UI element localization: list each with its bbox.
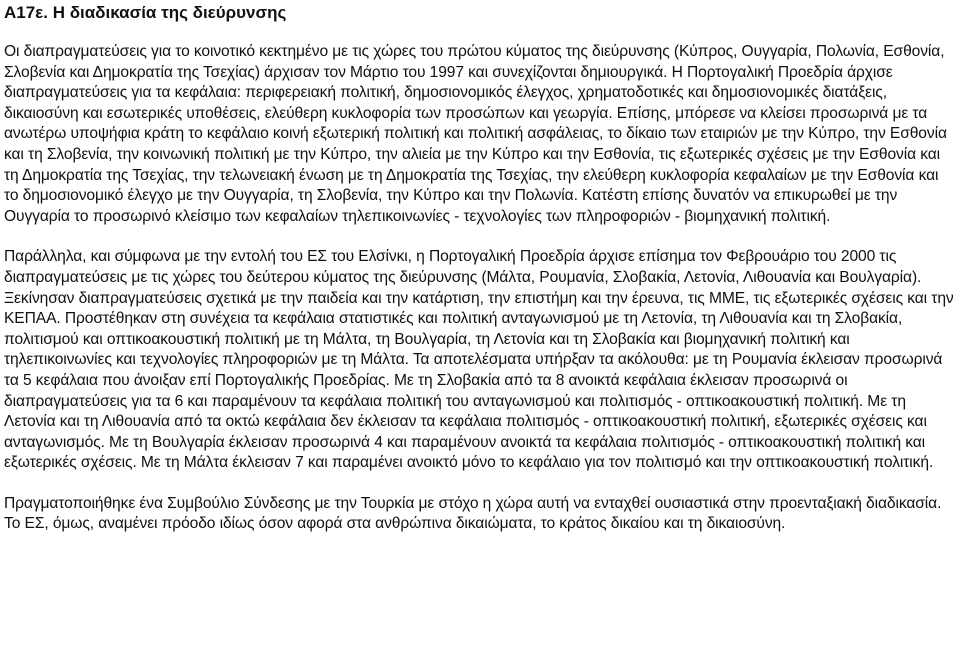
paragraph-turkey-association: Πραγματοποιήθηκε ένα Συμβούλιο Σύνδεσης με την Τουρκία με στόχο η χώρα αυτή να ενταχθεί ουσιαστικά στην προενταξιακή διαδικασία. Το ΕΣ, όμως, αναμένει πρόοδο ιδίως όσον αφορά στα ανθρώπινα δικαιώματα, το κράτος δικαίου και τη δικαιοσύνη. — [4, 494, 942, 533]
section-heading: A17ε. Η διαδικασία της διεύρυνσης — [4, 3, 287, 22]
paragraph-first-wave-negotiations: Οι διαπραγματεύσεις για το κοινοτικό κεκτημένο με τις χώρες του πρώτου κύματος της διεύρυνσης (Κύπρος, Ουγγαρία, Πολωνία, Εσθονία, Σλοβενία και Δημοκρατία της Τσεχίας) άρχισαν τον Μάρτιο του 1997 και συνεχίζονται δημιουργικά. Η Πορτογαλική Προεδρία άρχισε διαπραγματεύσεις για τα κεφάλαια: περιφερειακή πολιτική, δημοσιονομικός έλεγχος, χρηματοδοτικές και δημοσιονομικές διατάξεις, δικαιοσύνη και εσωτερικές υποθέσεις, ελεύθερη κυκλοφορία των προσώπων και γεωργία. Επίσης, μπόρεσε να κλείσει προσωρινά με τα ανωτέρω υποψήφια κράτη το κεφάλαιο κοινή εξωτερική πολιτική και πολιτική ασφάλειας, το δίκαιο των εταιριών με την Κύπρο, την Εσθονία και τη Σλοβενία, την κοινωνική πολιτική με την Κύπρο, την αλιεία με την Κύπρο και την Εσθονία, τις εξωτερικές σχέσεις με την Εσθονία και τη Δημοκρατία της Τσεχίας, την τελωνειακή ένωση με τη Δημοκρατία της Τσεχίας, την ελεύθερη κυκλοφορία κεφαλαίων με την Εσθονία και το δημοσιονομικό έλεγχο με την Ουγγαρία, τη Σλοβενία, την Κύπρο και την Πολωνία. Κατέστη επίσης δυνατόν να επικυρωθεί με την Ουγγαρία το προσωρινό κλείσιμο των κεφαλαίων τηλεπικοινωνίες - τεχνολογίες των πληροφοριών - βιομηχανική πολιτική. — [4, 43, 947, 225]
document-page — [4, 0, 956, 535]
paragraph-second-wave-negotiations: Παράλληλα, και σύμφωνα με την εντολή του ΕΣ του Ελσίνκι, η Πορτογαλική Προεδρία άρχισε επίσημα τον Φεβρουάριο του 2000 τις διαπραγματεύσεις με τις χώρες του δεύτερου κύματος της διεύρυνσης (Μάλτα, Ρουμανία, Σλοβακία, Λετονία, Λιθουανία και Βουλγαρία). Ξεκίνησαν διαπραγματεύσεις σχετικά με την παιδεία και την κατάρτιση, την επιστήμη και την έρευνα, τις ΜΜΕ, τις εξωτερικές σχέσεις και την ΚΕΠΑΑ. Προστέθηκαν στη συνέχεια τα κεφάλαια στατιστικές και πολιτική ανταγωνισμού με τη Λετονία, τη Λιθουανία και τη Σλοβακία, πολιτισμού και οπτικοακουστική πολιτική με τη Μάλτα, τη Βουλγαρία, τη Λετονία και τη Σλοβακία και βιομηχανική πολιτική και τηλεπικοινωνίες και τεχνολογίες πληροφοριών με τη Μάλτα. Τα αποτελέσματα υπήρξαν τα ακόλουθα: με τη Ρουμανία έκλεισαν προσωρινά τα 5 κεφάλαια που άνοιξαν επί Πορτογαλικής Προεδρίας. Με τη Σλοβακία από τα 8 ανοικτά κεφάλαια έκλεισαν προσωρινά οι διαπραγματεύσεις για τα 6 και παραμένουν τα κεφάλαια πολιτική του ανταγωνισμού και πολιτισμός - οπτικοακουστική πολιτική. Με τη Λετονία και τη Λιθουανία από τα οκτώ κεφάλαια δεν έκλεισαν τα κεφάλαια πολιτισμός - οπτικοακουστική πολιτική, εξωτερικές σχέσεις και ανταγωνισμός. Με τη Βουλγαρία έκλεισαν προσωρινά 4 και παραμένουν ανοικτά τα κεφάλαια πολιτισμός - οπτικοακουστική πολιτική και εξωτερικές σχέσεις. Με τη Μάλτα έκλεισαν 7 και παραμένει ανοικτό μόνο το κεφάλαιο για τον πολιτισμό και την οπτικοακουστική πολιτική. — [4, 248, 954, 472]
